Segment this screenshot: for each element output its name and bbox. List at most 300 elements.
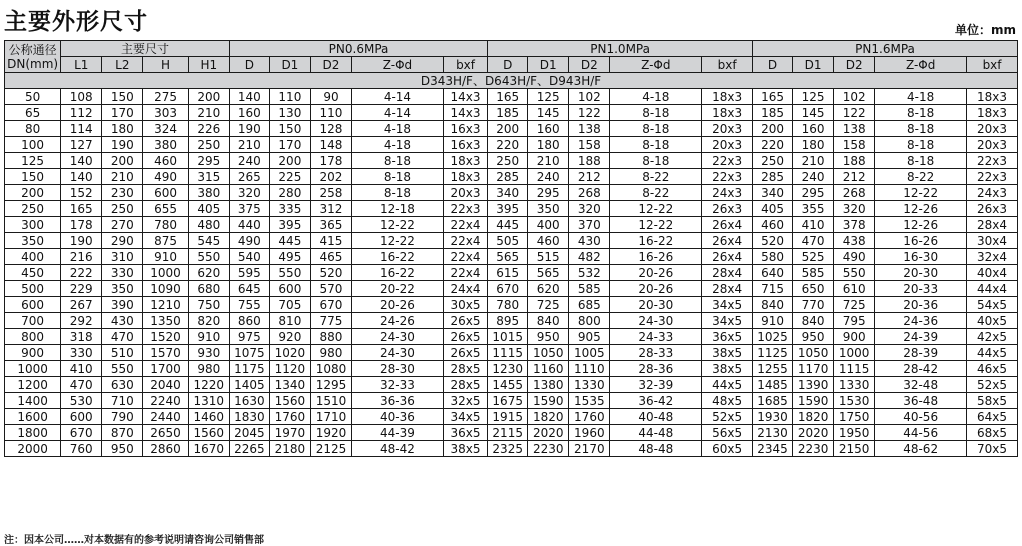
- table-cell: 370: [569, 217, 610, 233]
- table-cell: 165: [61, 201, 102, 217]
- table-cell: 8-18: [352, 185, 444, 201]
- table-cell: 460: [528, 233, 569, 249]
- table-cell: 2265: [229, 441, 269, 457]
- table-cell: 355: [793, 201, 834, 217]
- table-cell: 303: [143, 105, 188, 121]
- table-cell: 108: [61, 89, 102, 105]
- main-dimensions-header: 主要尺寸: [61, 41, 230, 57]
- unit-label: 单位：mm: [954, 23, 1016, 37]
- table-cell: 1405: [229, 377, 269, 393]
- table-cell: 240: [793, 169, 834, 185]
- table-cell: 200: [188, 89, 229, 105]
- table-cell: 102: [569, 89, 610, 105]
- table-cell: 58x5: [967, 393, 1018, 409]
- table-cell: 1350: [143, 313, 188, 329]
- table-cell: 36-42: [610, 393, 702, 409]
- table-cell: 20x3: [443, 185, 487, 201]
- table-cell: 160: [793, 121, 834, 137]
- table-cell: 200: [753, 121, 793, 137]
- table-cell: 16-22: [352, 249, 444, 265]
- col-header-d: D: [488, 57, 528, 73]
- table-cell: 320: [569, 201, 610, 217]
- table-cell: 148: [310, 137, 351, 153]
- table-cell: 405: [188, 201, 229, 217]
- table-cell: 895: [488, 313, 528, 329]
- table-cell: 380: [143, 137, 188, 153]
- header-row-1: [5, 41, 1018, 57]
- table-cell: 188: [569, 153, 610, 169]
- col-header-z-phid: Z-Φd: [610, 57, 702, 73]
- table-cell: 1510: [310, 393, 351, 409]
- table-cell: 440: [229, 217, 269, 233]
- table-cell: 44x5: [702, 377, 753, 393]
- table-cell: 216: [61, 249, 102, 265]
- table-cell: 2230: [528, 441, 569, 457]
- table-cell: 122: [834, 105, 875, 121]
- table-cell: 22x4: [443, 217, 487, 233]
- table-cell: 2130: [753, 425, 793, 441]
- table-cell: 18x3: [967, 105, 1018, 121]
- table-cell: 292: [61, 313, 102, 329]
- table-cell: 28-39: [875, 345, 967, 361]
- table-cell: 780: [488, 297, 528, 313]
- table-cell: 515: [528, 249, 569, 265]
- table-cell: 114: [61, 121, 102, 137]
- table-cell: 160: [528, 121, 569, 137]
- table-cell: 110: [269, 89, 310, 105]
- table-cell: 34x5: [702, 313, 753, 329]
- table-cell: 870: [102, 425, 143, 441]
- table-cell: 44-56: [875, 425, 967, 441]
- table-cell: 1590: [793, 393, 834, 409]
- table-cell: 790: [102, 409, 143, 425]
- table-cell: 28x5: [443, 361, 487, 377]
- table-cell: 840: [793, 313, 834, 329]
- table-cell: 18x3: [443, 153, 487, 169]
- table-cell: 64x5: [967, 409, 1018, 425]
- table-cell: 1685: [753, 393, 793, 409]
- table-cell: 145: [528, 105, 569, 121]
- table-cell: 165: [488, 89, 528, 105]
- table-cell: 158: [569, 137, 610, 153]
- table-cell: 585: [793, 265, 834, 281]
- table-cell: 1210: [143, 297, 188, 313]
- table-cell: 24-30: [352, 329, 444, 345]
- table-cell: 335: [269, 201, 310, 217]
- table-cell: 645: [229, 281, 269, 297]
- dn-header-line-1: 公称通径: [8, 42, 57, 57]
- table-cell: 165: [753, 89, 793, 105]
- table-cell: 36-48: [875, 393, 967, 409]
- table-cell: 910: [188, 329, 229, 345]
- table-cell: 550: [269, 265, 310, 281]
- dn-cell: 450: [5, 265, 61, 281]
- table-cell: 2240: [143, 393, 188, 409]
- table-cell: 1310: [188, 393, 229, 409]
- dn-cell: 80: [5, 121, 61, 137]
- table-cell: 200: [102, 153, 143, 169]
- table-cell: 22x4: [443, 249, 487, 265]
- table-cell: 390: [102, 297, 143, 313]
- table-cell: 250: [488, 153, 528, 169]
- table-cell: 950: [528, 329, 569, 345]
- table-cell: 128: [310, 121, 351, 137]
- table-cell: 170: [269, 137, 310, 153]
- table-cell: 1330: [834, 377, 875, 393]
- table-cell: 330: [61, 345, 102, 361]
- table-cell: 22x3: [967, 169, 1018, 185]
- table-cell: 1015: [488, 329, 528, 345]
- table-cell: 1020: [269, 345, 310, 361]
- table-cell: 1670: [188, 441, 229, 457]
- table-cell: 670: [61, 425, 102, 441]
- table-cell: 2345: [753, 441, 793, 457]
- table-cell: 810: [269, 313, 310, 329]
- table-cell: 16-30: [875, 249, 967, 265]
- table-cell: 480: [188, 217, 229, 233]
- table-row: [5, 377, 1018, 393]
- table-cell: 2020: [528, 425, 569, 441]
- table-cell: 28-33: [610, 345, 702, 361]
- table-cell: 275: [143, 89, 188, 105]
- col-header-d2: D2: [569, 57, 610, 73]
- table-cell: 12-22: [875, 185, 967, 201]
- table-cell: 595: [229, 265, 269, 281]
- col-header-d1: D1: [793, 57, 834, 73]
- table-cell: 54x5: [967, 297, 1018, 313]
- table-cell: 580: [753, 249, 793, 265]
- table-cell: 28-36: [610, 361, 702, 377]
- table-cell: 1000: [143, 265, 188, 281]
- table-cell: 12-22: [352, 217, 444, 233]
- table-cell: 8-18: [875, 153, 967, 169]
- table-cell: 160: [229, 105, 269, 121]
- table-cell: 68x5: [967, 425, 1018, 441]
- table-cell: 170: [102, 105, 143, 121]
- table-cell: 1120: [269, 361, 310, 377]
- table-cell: 24-39: [875, 329, 967, 345]
- table-cell: 20x3: [967, 137, 1018, 153]
- table-cell: 8-22: [610, 185, 702, 201]
- table-cell: 795: [834, 313, 875, 329]
- table-cell: 210: [229, 137, 269, 153]
- table-cell: 102: [834, 89, 875, 105]
- table-cell: 1160: [528, 361, 569, 377]
- table-cell: 240: [229, 153, 269, 169]
- table-cell: 22x4: [443, 233, 487, 249]
- table-cell: 470: [102, 329, 143, 345]
- dn-cell: 50: [5, 89, 61, 105]
- table-cell: 32-33: [352, 377, 444, 393]
- table-cell: 226: [188, 121, 229, 137]
- table-cell: 212: [569, 169, 610, 185]
- table-row: [5, 313, 1018, 329]
- col-header-l2: L2: [102, 57, 143, 73]
- table-cell: 375: [229, 201, 269, 217]
- table-cell: 520: [753, 233, 793, 249]
- dn-cell: 800: [5, 329, 61, 345]
- table-cell: 44-39: [352, 425, 444, 441]
- table-cell: 950: [102, 441, 143, 457]
- table-cell: 670: [488, 281, 528, 297]
- dn-header-line-2: DN(mm): [7, 56, 59, 71]
- table-cell: 910: [753, 313, 793, 329]
- table-cell: 36x5: [443, 425, 487, 441]
- table-cell: 405: [753, 201, 793, 217]
- pn16-header: PN1.6MPa: [753, 41, 1018, 57]
- table-cell: 40x4: [967, 265, 1018, 281]
- table-cell: 28-30: [352, 361, 444, 377]
- table-cell: 8-18: [875, 121, 967, 137]
- table-cell: 190: [102, 137, 143, 153]
- table-cell: 550: [102, 361, 143, 377]
- table-cell: 1080: [310, 361, 351, 377]
- table-cell: 22x3: [967, 153, 1018, 169]
- table-cell: 1110: [569, 361, 610, 377]
- dn-cell: 150: [5, 169, 61, 185]
- table-cell: 16x3: [443, 121, 487, 137]
- table-cell: 16x3: [443, 137, 487, 153]
- table-cell: 40-36: [352, 409, 444, 425]
- col-header-d2: D2: [310, 57, 351, 73]
- table-cell: 525: [793, 249, 834, 265]
- table-cell: 8-18: [610, 137, 702, 153]
- col-header-bxf: bxf: [702, 57, 753, 73]
- table-cell: 1460: [188, 409, 229, 425]
- table-cell: 1970: [269, 425, 310, 441]
- table-cell: 600: [61, 409, 102, 425]
- table-cell: 1330: [569, 377, 610, 393]
- table-cell: 32-39: [610, 377, 702, 393]
- dimension-table: [4, 40, 1018, 457]
- col-header-bxf: bxf: [967, 57, 1018, 73]
- dn-cell: 100: [5, 137, 61, 153]
- dn-cell: 1000: [5, 361, 61, 377]
- table-cell: 90: [310, 89, 351, 105]
- table-cell: 28x4: [967, 217, 1018, 233]
- table-cell: 610: [834, 281, 875, 297]
- table-cell: 16-22: [352, 265, 444, 281]
- dn-cell: 1400: [5, 393, 61, 409]
- table-cell: 127: [61, 137, 102, 153]
- table-cell: 1000: [834, 345, 875, 361]
- table-cell: 18x3: [702, 89, 753, 105]
- dn-header: [5, 41, 61, 73]
- table-cell: 16-26: [610, 249, 702, 265]
- table-cell: 24x3: [702, 185, 753, 201]
- table-cell: 8-18: [875, 105, 967, 121]
- dn-cell: 600: [5, 297, 61, 313]
- table-cell: 4-18: [610, 89, 702, 105]
- table-cell: 290: [102, 233, 143, 249]
- table-cell: 490: [143, 169, 188, 185]
- dn-cell: 400: [5, 249, 61, 265]
- table-cell: 229: [61, 281, 102, 297]
- table-cell: 1005: [569, 345, 610, 361]
- table-cell: 60x5: [702, 441, 753, 457]
- table-cell: 4-14: [352, 89, 444, 105]
- table-cell: 710: [102, 393, 143, 409]
- table-cell: 650: [793, 281, 834, 297]
- table-cell: 395: [269, 217, 310, 233]
- table-cell: 490: [834, 249, 875, 265]
- table-cell: 365: [310, 217, 351, 233]
- table-cell: 630: [102, 377, 143, 393]
- table-cell: 38x5: [443, 441, 487, 457]
- table-cell: 770: [793, 297, 834, 313]
- table-cell: 1710: [310, 409, 351, 425]
- table-cell: 180: [528, 137, 569, 153]
- table-cell: 30x4: [967, 233, 1018, 249]
- table-cell: 40x5: [967, 313, 1018, 329]
- table-cell: 2650: [143, 425, 188, 441]
- table-cell: 18x3: [967, 89, 1018, 105]
- table-cell: 150: [269, 121, 310, 137]
- table-cell: 138: [569, 121, 610, 137]
- table-cell: 185: [753, 105, 793, 121]
- table-cell: 470: [61, 377, 102, 393]
- table-cell: 152: [61, 185, 102, 201]
- table-cell: 1115: [834, 361, 875, 377]
- table-cell: 48-62: [875, 441, 967, 457]
- table-cell: 24-36: [875, 313, 967, 329]
- table-cell: 140: [61, 153, 102, 169]
- table-cell: 34x5: [443, 409, 487, 425]
- dn-cell: 350: [5, 233, 61, 249]
- table-cell: 70x5: [967, 441, 1018, 457]
- table-cell: 44x4: [967, 281, 1018, 297]
- table-cell: 1700: [143, 361, 188, 377]
- table-cell: 22x3: [443, 201, 487, 217]
- col-header-bxf: bxf: [443, 57, 487, 73]
- table-cell: 520: [310, 265, 351, 281]
- table-cell: 20-33: [875, 281, 967, 297]
- table-cell: 26x5: [443, 313, 487, 329]
- table-cell: 438: [834, 233, 875, 249]
- table-cell: 378: [834, 217, 875, 233]
- table-cell: 32-48: [875, 377, 967, 393]
- table-cell: 510: [102, 345, 143, 361]
- table-cell: 185: [488, 105, 528, 121]
- dn-cell: 200: [5, 185, 61, 201]
- table-cell: 240: [528, 169, 569, 185]
- table-row: [5, 169, 1018, 185]
- table-cell: 324: [143, 121, 188, 137]
- table-cell: 36x5: [702, 329, 753, 345]
- table-cell: 38x5: [702, 361, 753, 377]
- table-cell: 1630: [229, 393, 269, 409]
- table-cell: 2325: [488, 441, 528, 457]
- table-cell: 18x3: [443, 169, 487, 185]
- table-cell: 200: [269, 153, 310, 169]
- table-cell: 430: [569, 233, 610, 249]
- table-cell: 8-22: [610, 169, 702, 185]
- table-cell: 52x5: [967, 377, 1018, 393]
- dn-cell: 700: [5, 313, 61, 329]
- table-cell: 430: [102, 313, 143, 329]
- table-cell: 180: [102, 121, 143, 137]
- table-cell: 24-30: [352, 345, 444, 361]
- col-header-d1: D1: [269, 57, 310, 73]
- table-cell: 585: [569, 281, 610, 297]
- table-cell: 395: [488, 201, 528, 217]
- table-cell: 138: [834, 121, 875, 137]
- table-cell: 532: [569, 265, 610, 281]
- table-cell: 30x5: [443, 297, 487, 313]
- table-cell: 350: [528, 201, 569, 217]
- table-cell: 112: [61, 105, 102, 121]
- table-row: [5, 345, 1018, 361]
- table-cell: 8-22: [875, 169, 967, 185]
- table-cell: 34x5: [702, 297, 753, 313]
- table-cell: 2125: [310, 441, 351, 457]
- model-row: [5, 73, 1018, 89]
- table-cell: 4-18: [352, 137, 444, 153]
- table-cell: 2020: [793, 425, 834, 441]
- table-cell: 465: [310, 249, 351, 265]
- table-row: [5, 201, 1018, 217]
- table-cell: 210: [102, 169, 143, 185]
- table-cell: 130: [269, 105, 310, 121]
- table-cell: 680: [188, 281, 229, 297]
- dn-cell: 300: [5, 217, 61, 233]
- table-cell: 16-26: [875, 233, 967, 249]
- table-cell: 900: [834, 329, 875, 345]
- table-cell: 1830: [229, 409, 269, 425]
- table-cell: 22x3: [702, 153, 753, 169]
- table-cell: 20-30: [610, 297, 702, 313]
- table-cell: 280: [269, 185, 310, 201]
- table-cell: 258: [310, 185, 351, 201]
- table-cell: 1675: [488, 393, 528, 409]
- table-cell: 1390: [793, 377, 834, 393]
- table-row: [5, 409, 1018, 425]
- table-cell: 725: [834, 297, 875, 313]
- table-cell: 220: [488, 137, 528, 153]
- table-cell: 1530: [834, 393, 875, 409]
- table-cell: 2230: [793, 441, 834, 457]
- table-row: [5, 441, 1018, 457]
- table-cell: 20x3: [967, 121, 1018, 137]
- table-cell: 188: [834, 153, 875, 169]
- table-cell: 225: [269, 169, 310, 185]
- table-cell: 20x3: [702, 137, 753, 153]
- table-cell: 20-26: [352, 297, 444, 313]
- table-cell: 250: [188, 137, 229, 153]
- table-cell: 1175: [229, 361, 269, 377]
- table-cell: 8-18: [352, 169, 444, 185]
- table-cell: 230: [102, 185, 143, 201]
- table-cell: 20-26: [610, 281, 702, 297]
- table-cell: 28x5: [443, 377, 487, 393]
- table-cell: 26x4: [702, 217, 753, 233]
- table-cell: 640: [753, 265, 793, 281]
- table-cell: 24-30: [610, 313, 702, 329]
- table-cell: 600: [143, 185, 188, 201]
- table-cell: 12-22: [610, 217, 702, 233]
- table-cell: 20-30: [875, 265, 967, 281]
- table-cell: 760: [61, 441, 102, 457]
- table-cell: 1220: [188, 377, 229, 393]
- table-cell: 670: [310, 297, 351, 313]
- table-cell: 2045: [229, 425, 269, 441]
- table-cell: 410: [61, 361, 102, 377]
- table-cell: 8-18: [875, 137, 967, 153]
- table-cell: 1560: [188, 425, 229, 441]
- table-cell: 4-18: [352, 121, 444, 137]
- table-cell: 295: [528, 185, 569, 201]
- table-cell: 158: [834, 137, 875, 153]
